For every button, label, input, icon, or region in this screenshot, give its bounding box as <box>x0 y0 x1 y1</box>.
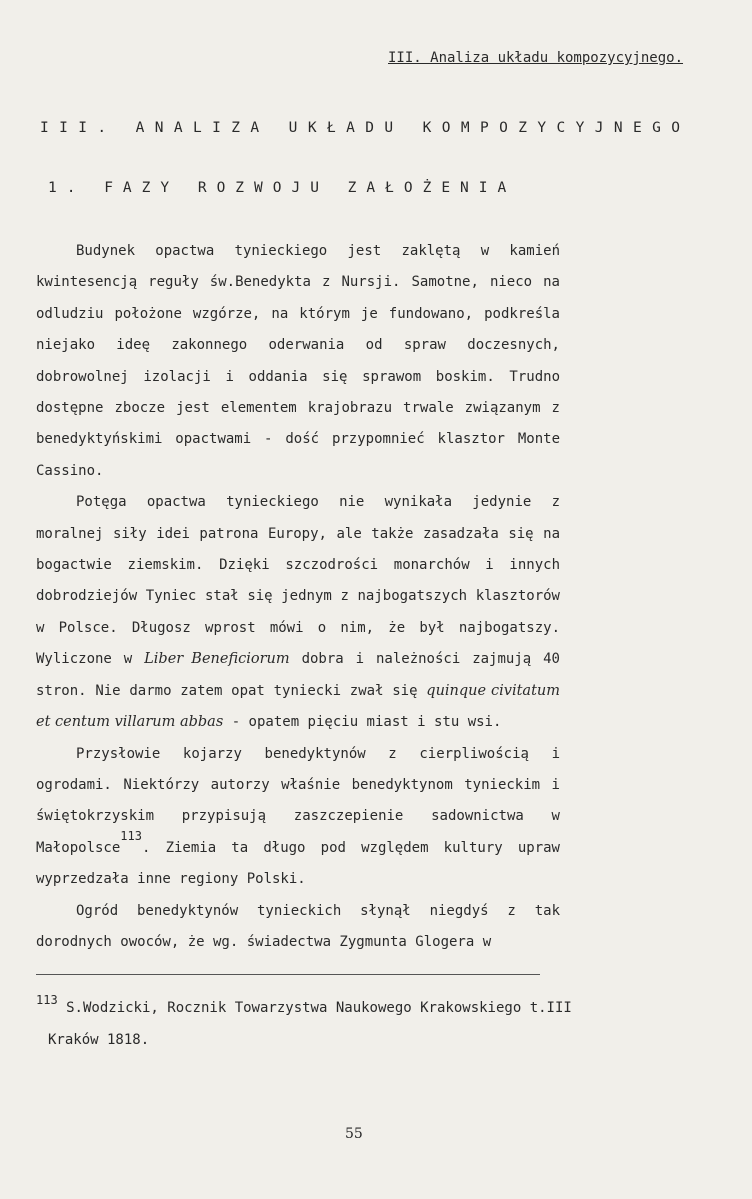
footnote-reference[interactable]: 113 <box>120 828 142 843</box>
liber-beneficiorum-title: Liber Beneficiorum <box>144 651 290 668</box>
paragraph-2-text-a: Potęga opactwa tynieckiego nie wynikała jedynie z moralnej siły idei patrona Europy, ale także zasadzała się na bogactwie ziemskim. Dzięki szczodrości monarchów i innych dobrodziejów Tyniec stał się jednym z najbogatszych klasztorów w Polsce. Długosz wprost mówi o nim, że był najbogatszy. Wyliczone w <box>36 494 560 668</box>
paragraph-1: Budynek opactwa tynieckiego jest zaklętą w kamień kwintesencją reguły św.Benedykta z Nursji. Samotne, nieco na odludziu położone wzgórze, na którym je fundowano, podkreśla niejako ideę zakonnego oderwania od spraw doczesnych, dobrowolnej izolacji i oddania się sprawom boskim. Trudno dostępne zbocze jest elementem krajobrazu trwale związanym z benedyktyńskimi opactwami - dość przypomnieć klasztor Monte Cassino. <box>36 243 560 479</box>
latin-phrase: quinque civitatum et centum villarum abbas <box>36 682 560 731</box>
page-number: 55 <box>345 1126 363 1142</box>
running-header: III. Analiza układu kompozycyjnego. <box>388 50 684 66</box>
footnote-line-2: Kraków 1818. <box>48 1032 150 1048</box>
paragraph-4: Ogród benedyktynów tynieckich słynął niegdyś z tak dorodnych owoców, że wg. świadectwa Zygmunta Glogera w <box>36 902 560 950</box>
paragraph-3 <box>36 739 560 896</box>
footnote-number: 113 <box>36 993 58 1007</box>
chapter-title: III. ANALIZA UKŁADU KOMPOZYCYJNEGO <box>40 120 691 136</box>
body-text <box>36 236 560 958</box>
paragraph-3-text-b: . Ziemia ta długo pod względem kultury upraw wyprzedzała inne regiony Polski. <box>36 839 560 888</box>
paragraph-3-text-a: Przysłowie kojarzy benedyktynów z cierpliwością i ogrodami. Niektórzy autorzy właśnie benedyktynom tynieckim i świętokrzyskim przypisują zaszczepienie sadownictwa w Małopolsce <box>36 745 560 856</box>
paragraph-2-text-c: - opatem pięciu miast i stu wsi. <box>223 714 502 731</box>
footnote-divider <box>36 974 540 975</box>
footnote <box>36 992 576 1056</box>
section-title: 1. FAZY ROZWOJU ZAŁOŻENIA <box>48 180 517 196</box>
paragraph-2-text-b: dobra i należności zajmują 40 stron. Nie darmo zatem opat tyniecki zwał się <box>36 651 560 699</box>
paragraph-2 <box>36 487 560 738</box>
footnote-line-1: S.Wodzicki, Rocznik Towarzystwa Naukowego Krakowskiego t.III <box>66 1000 572 1016</box>
